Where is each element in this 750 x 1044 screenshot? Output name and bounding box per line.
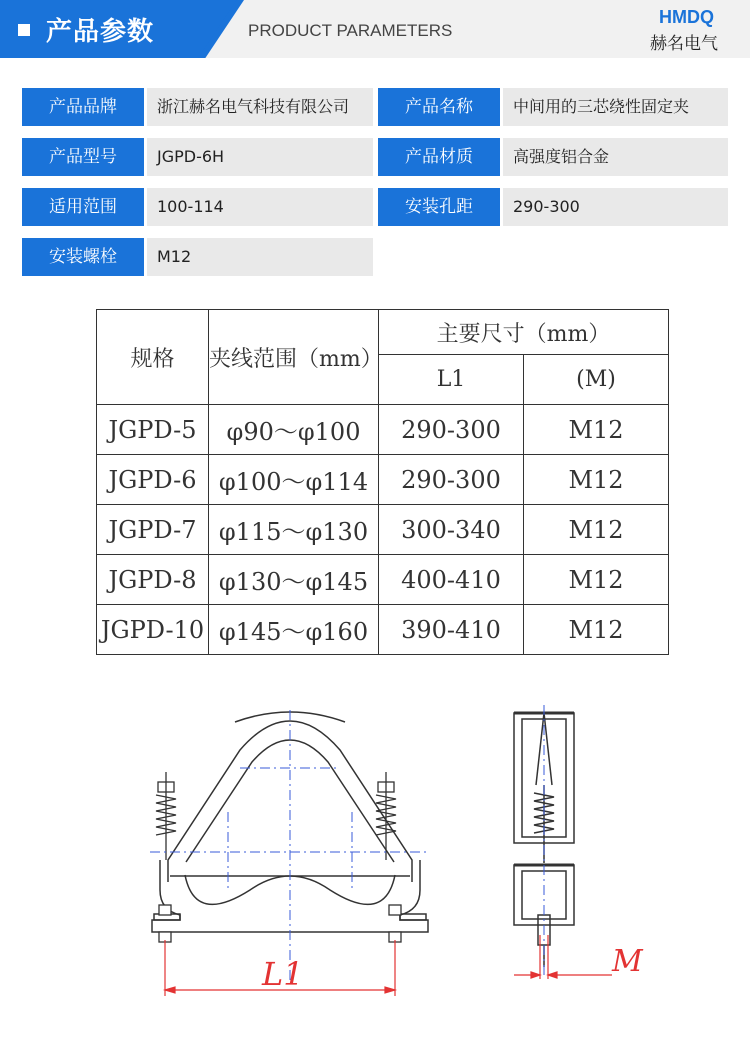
brand-logo-text: HMDQ	[659, 7, 714, 27]
param-label: 产品品牌	[22, 88, 144, 126]
cell-spec: JGPD-7	[97, 505, 209, 555]
cell-m: M12	[524, 505, 669, 555]
param-label: 产品型号	[22, 138, 144, 176]
cell-spec: JGPD-8	[97, 555, 209, 605]
param-label: 产品材质	[378, 138, 500, 176]
param-value: 中间用的三芯绕性固定夹	[503, 88, 728, 126]
table-row	[97, 605, 669, 655]
cell-range: φ115～φ130	[209, 505, 379, 555]
table-row	[97, 555, 669, 605]
param-label: 安装螺栓	[22, 238, 144, 276]
cell-m: M12	[524, 605, 669, 655]
header-range: 夹线范围（mm）	[209, 310, 379, 405]
cell-m: M12	[524, 405, 669, 455]
header-m: (M)	[524, 355, 669, 405]
param-label: 安装孔距	[378, 188, 500, 226]
section-header	[0, 0, 750, 58]
param-value: 高强度铝合金	[503, 138, 728, 176]
center-axes	[150, 710, 430, 980]
cell-l1: 400-410	[379, 555, 524, 605]
m-label: M	[612, 944, 643, 979]
cell-range: φ130～φ145	[209, 555, 379, 605]
section-title: 产品参数	[46, 17, 155, 47]
bottom-bolts	[159, 905, 401, 942]
section-subtitle: PRODUCT PARAMETERS	[248, 21, 453, 40]
side-view-drawing	[500, 705, 650, 985]
param-label: 产品名称	[378, 88, 500, 126]
param-value: 290-300	[503, 188, 728, 226]
left-spring-icon	[156, 772, 176, 860]
cell-spec: JGPD-5	[97, 405, 209, 455]
param-value: M12	[147, 238, 373, 276]
square-bullet-icon	[18, 24, 30, 36]
table-row	[97, 405, 669, 455]
cell-l1: 290-300	[379, 455, 524, 505]
table-row	[97, 505, 669, 555]
spec-table	[96, 309, 669, 655]
right-spring-icon	[376, 772, 396, 860]
cell-spec: JGPD-10	[97, 605, 209, 655]
cell-m: M12	[524, 555, 669, 605]
cell-l1: 300-340	[379, 505, 524, 555]
l1-label: L1	[262, 955, 304, 993]
cell-m: M12	[524, 455, 669, 505]
cell-l1: 390-410	[379, 605, 524, 655]
param-value: JGPD-6H	[147, 138, 373, 176]
cell-range: φ100～φ114	[209, 455, 379, 505]
brand-name: 赫名电气	[650, 34, 718, 54]
param-label: 适用范围	[22, 188, 144, 226]
cell-l1: 290-300	[379, 405, 524, 455]
cell-range: φ145～φ160	[209, 605, 379, 655]
param-value: 100-114	[147, 188, 373, 226]
header-main-size: 主要尺寸（mm）	[379, 310, 669, 355]
header-spec: 规格	[97, 310, 209, 405]
front-view-drawing	[140, 700, 440, 1000]
cell-spec: JGPD-6	[97, 455, 209, 505]
header-l1: L1	[379, 355, 524, 405]
param-value: 浙江赫名电气科技有限公司	[147, 88, 373, 126]
cell-range: φ90～φ100	[209, 405, 379, 455]
table-row	[97, 455, 669, 505]
m-dimension	[514, 935, 612, 979]
